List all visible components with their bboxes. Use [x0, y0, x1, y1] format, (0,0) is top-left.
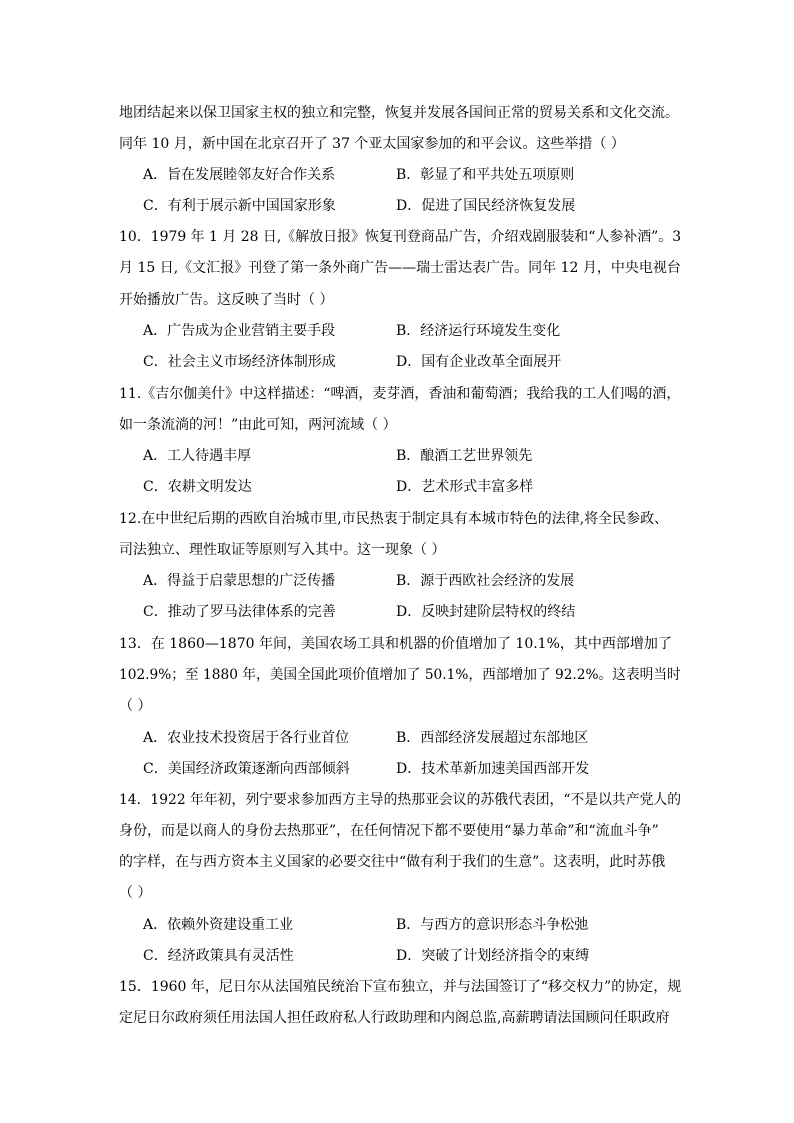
option-a: A．依赖外资建设重工业 — [143, 917, 294, 933]
option-d: D．突破了计划经济指令的束缚 — [396, 948, 590, 964]
option-a: A．旨在发展睦邻友好合作关系 — [143, 167, 336, 183]
question-11-line: 如一条流淌的河！”由此可知，两河流域（ ） — [119, 417, 397, 433]
option-b: B．经济运行环境发生变化 — [396, 323, 561, 339]
question-11-line: 11.《吉尔伽美什》中这样描述：“啤酒，麦芽酒，香油和葡萄酒；我给我的工人们喝的酒， — [119, 386, 681, 402]
option-a: A．农业技术投资居于各行业首位 — [143, 730, 350, 746]
question-13-line: （ ） — [119, 698, 152, 714]
option-d: D．艺术形式丰富多样 — [396, 479, 534, 495]
text-line: 同年 10 月，新中国在北京召开了 37 个亚太国家参加的和平会议。这些举措（ ） — [119, 136, 625, 152]
option-d: D．促进了国民经济恢复发展 — [396, 198, 576, 214]
option-b: B．酿酒工艺世界领先 — [396, 448, 533, 464]
option-b: B．彰显了和平共处五项原则 — [396, 167, 575, 183]
option-a: A．广告成为企业营销主要手段 — [143, 323, 336, 339]
option-b: B．源于西欧社会经济的发展 — [396, 573, 575, 589]
question-14-line: 14．1922 年年初，列宁要求参加西方主导的热那亚会议的苏俄代表团，“不是以共产党人的 — [119, 792, 682, 808]
option-c: C．有利于展示新中国国家形象 — [143, 198, 336, 214]
option-b: B．与西方的意识形态斗争松弛 — [396, 917, 589, 933]
option-d: D．技术革新加速美国西部开发 — [396, 761, 590, 777]
option-c: C．社会主义市场经济体制形成 — [143, 354, 336, 370]
question-14-line: 的字样，在与西方资本主义国家的必要交往中“做有利于我们的生意”。这表明，此时苏俄 — [119, 854, 666, 870]
option-a: A．工人待遇丰厚 — [143, 448, 252, 464]
question-13-line: 102.9%；至 1880 年，美国全国此项价值增加了 50.1%，西部增加了 92.2%。这表明当时 — [119, 667, 681, 683]
question-15-line: 定尼日尔政府须任用法国人担任政府私人行政助理和内阁总监,高薪聘请法国顾问任职政府 — [119, 1010, 670, 1026]
question-14-line: （ ） — [119, 885, 152, 901]
question-13-line: 13．在 1860—1870 年间，美国农场工具和机器的价值增加了 10.1%，其中西部增加了 — [119, 636, 672, 652]
option-c: C．经济政策具有灵活性 — [143, 948, 294, 964]
option-c: C．推动了罗马法律体系的完善 — [143, 604, 336, 620]
option-c: C．农耕文明发达 — [143, 479, 252, 495]
option-a: A．得益于启蒙思想的广泛传播 — [143, 573, 336, 589]
option-b: B．西部经济发展超过东部地区 — [396, 730, 589, 746]
question-15-line: 15．1960 年，尼日尔从法国殖民统治下宣布独立，并与法国签订了“移交权力”的协定，规 — [119, 979, 682, 995]
question-10-line: 开始播放广告。这反映了当时（ ） — [119, 292, 334, 308]
option-d: D．国有企业改革全面展开 — [396, 354, 562, 370]
question-12-line: 12.在中世纪后期的西欧自治城市里,市民热衷于制定具有本城市特色的法律,将全民参政、 — [119, 511, 669, 527]
question-10-line: 月 15 日,《文汇报》刊登了第一条外商广告——瑞士雷达表广告。同年 12 月，中央电视台 — [119, 260, 681, 276]
question-12-line: 司法独立、理性取证等原则写入其中。这一现象（ ） — [119, 542, 446, 558]
option-d: D．反映封建阶层特权的终结 — [396, 604, 576, 620]
text-line: 地团结起来以保卫国家主权的独立和完整，恢复并发展各国间正常的贸易关系和文化交流。 — [119, 105, 679, 121]
question-14-line: 身份，而是以商人的身份去热那亚”，在任何情况下都不要使用“暴力革命”和“流血斗争” — [119, 823, 659, 839]
option-c: C．美国经济政策逐渐向西部倾斜 — [143, 761, 350, 777]
question-10-line: 10．1979 年 1 月 28 日,《解放日报》恢复刊登商品广告，介绍戏剧服装和“人参补酒”。3 — [119, 229, 682, 245]
